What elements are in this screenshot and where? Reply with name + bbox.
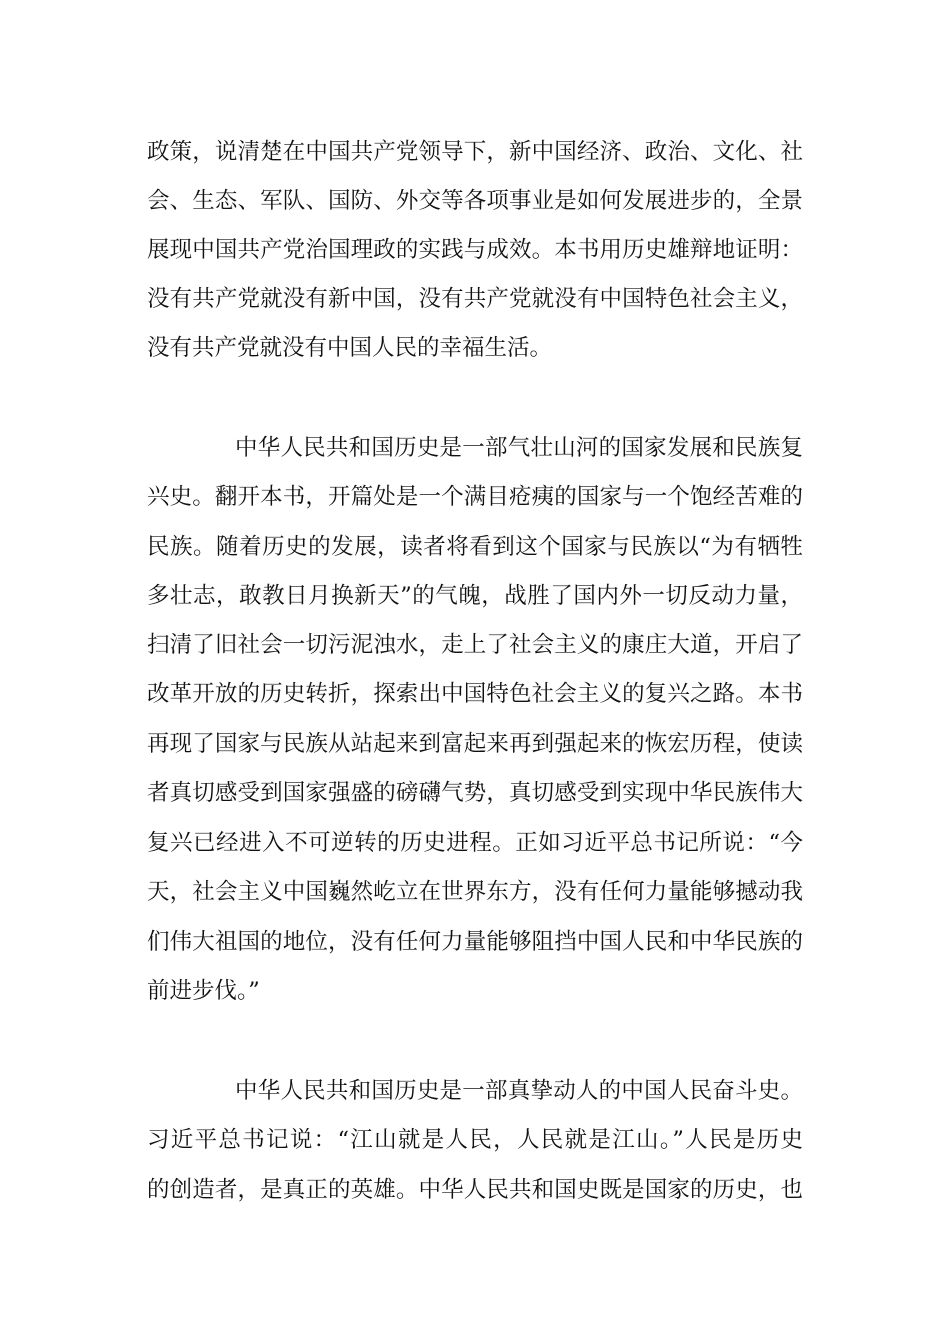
text-line: 没有共产党就没有新中国，没有共产党就没有中国特色社会主义， xyxy=(147,286,803,312)
text-line: 再现了国家与民族从站起来到富起来再到强起来的恢宏历程，使读 xyxy=(147,731,803,757)
text-line: 民族。随着历史的发展，读者将看到这个国家与民族以“为有牺牲 xyxy=(147,534,803,560)
text-line: 们伟大祖国的地位，没有任何力量能够阻挡中国人民和中华民族的 xyxy=(147,929,803,955)
text-line: 多壮志，敢教日月换新天”的气魄，战胜了国内外一切反动力量， xyxy=(147,583,803,609)
text-line: 会、生态、军队、国防、外交等各项事业是如何发展进步的，全景 xyxy=(147,188,803,214)
text-line: 复兴已经进入不可逆转的历史进程。正如习近平总书记所说：“今 xyxy=(147,830,803,856)
text-line: 习近平总书记说：“江山就是人民，人民就是江山。”人民是历史 xyxy=(147,1127,803,1153)
text-line: 政策，说清楚在中国共产党领导下，新中国经济、政治、文化、社 xyxy=(147,139,803,165)
text-line: 扫清了旧社会一切污泥浊水，走上了社会主义的康庄大道，开启了 xyxy=(147,632,803,658)
text-line: 天，社会主义中国巍然屹立在世界东方，没有任何力量能够撼动我 xyxy=(147,879,803,905)
text-line: 兴史。翻开本书，开篇处是一个满目疮痍的国家与一个饱经苦难的 xyxy=(147,484,803,510)
text-line: 的创造者，是真正的英雄。中华人民共和国史既是国家的历史，也 xyxy=(147,1177,803,1203)
text-line: 前进步伐。” xyxy=(147,978,260,1004)
text-line: 展现中国共产党治国理政的实践与成效。本书用历史雄辩地证明： xyxy=(147,237,803,263)
text-line: 没有共产党就没有中国人民的幸福生活。 xyxy=(147,335,553,361)
text-line: 中华人民共和国历史是一部真挚动人的中国人民奋斗史。 xyxy=(235,1078,803,1104)
text-line: 改革开放的历史转折，探索出中国特色社会主义的复兴之路。本书 xyxy=(147,681,803,707)
text-line: 中华人民共和国历史是一部气壮山河的国家发展和民族复 xyxy=(235,435,803,461)
text-line: 者真切感受到国家强盛的磅礴气势，真切感受到实现中华民族伟大 xyxy=(147,780,803,806)
